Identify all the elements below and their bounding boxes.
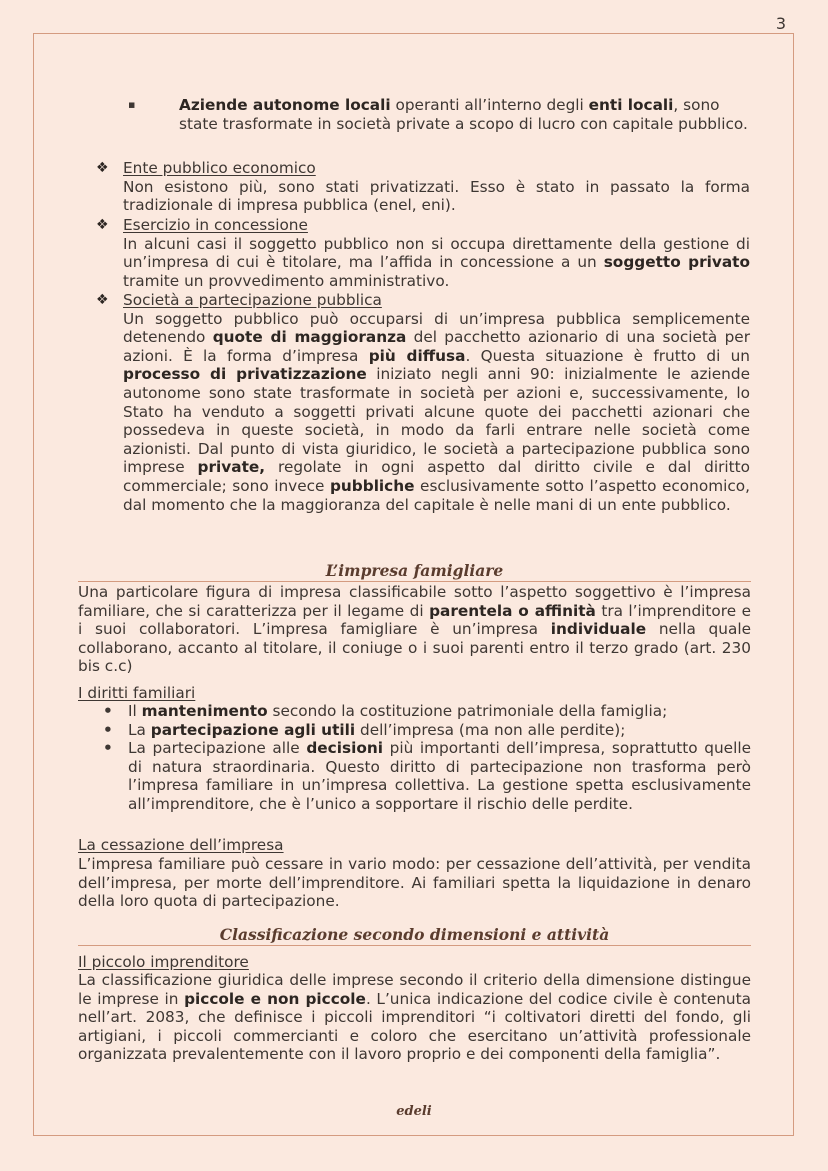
aziende-text: Aziende autonome locali operanti all’interno degli enti locali, sono state trasformate in società private a scopo di lucro con capitale pubblico. — [179, 96, 748, 133]
esercizio-body: In alcuni casi il soggetto pubblico non si occupa direttamente della gestione di un’impresa di cui è titolare, ma l’affida in concessione a un soggetto privato tramite un provvedimento amministrativo. — [123, 234, 750, 290]
societa-heading: Società a partecipazione pubblica — [123, 291, 382, 309]
esercizio-heading: Esercizio in concessione — [123, 216, 308, 234]
diamond-bullet-icon: ❖ — [96, 160, 109, 176]
page-number: 3 — [775, 14, 786, 33]
diamond-bullet-icon: ❖ — [96, 292, 109, 308]
impresa-familiare-body: Una particolare figura di impresa classificabile sotto l’aspetto soggettivo è l’impresa familiare, che si caratterizza per il legame di parentela o affinità tra l’imprenditore e i suoi collaboratori. L’impresa famigliare è un’impresa individuale nella quale collaborano, accanto al titolare, il coniuge o i suoi parenti entro il terzo grado (art. 230 bis c.c) — [78, 583, 751, 676]
bullet-dot-icon: • — [103, 739, 113, 757]
cessazione-heading: La cessazione dell’impresa — [78, 836, 284, 854]
section-title-classificazione: Classificazione secondo dimensioni e attività — [78, 925, 751, 946]
societa-body: Un soggetto pubblico può occuparsi di un’impresa pubblica semplicemente detenendo quote di maggioranza del pacchetto azionario di una società per azioni. È la forma d’impresa più diffusa. Questa situazione è frutto di un processo di privatizzazione iniziato negli anni 90: inizialmente le aziende autonome sono state trasformate in società per azioni e, successivamente, lo Stato ha venduto a soggetti privati alcune quote dei pacchetti azionari che possedeva in queste società, in modo da farli entrare nelle società come azionisti. Dal punto di vista giuridico, le società a partecipazione pubblica sono imprese private, regolate in ogni aspetto dal diritto civile e dal diritto commerciale; sono invece pubbliche esclusivamente sotto l’aspetto economico, dal momento che la maggioranza del capitale è nelle mani di un ente pubblico. — [123, 309, 751, 514]
section-esercizio — [96, 216, 750, 290]
section-ente — [96, 159, 750, 215]
piccolo-body: La classificazione giuridica delle imprese secondo il criterio della dimensione distingue le imprese in piccole e non piccole. L’unica indicazione del codice civile è contenuta nell’art. 2083, che definisce i piccoli imprenditori “i coltivatori diretti del fondo, gli artigiani, i piccoli commercianti e coloro che esercitano un’attività professionale organizzata prevalentemente con il lavoro proprio e dei componenti della famiglia”. — [78, 971, 751, 1064]
list-item-decisioni — [103, 739, 751, 813]
diamond-bullet-icon: ❖ — [96, 217, 109, 233]
bullet-dot-icon: • — [103, 702, 113, 720]
section-title-impresa-famigliare: L’impresa famigliare — [78, 561, 751, 582]
decisioni-text: La partecipazione alle decisioni più importanti dell’impresa, soprattutto quelle di natura straordinaria. Questo diritto di partecipazione non trasforma però l’impresa familiare in un’impresa collettiva. La gestione spetta esclusivamente all’imprenditore, che è l’unico a sopportare il rischio delle perdite. — [128, 739, 751, 813]
ente-body: Non esistono più, sono stati privatizzati. Esso è stato in passato la forma tradizionale di impresa pubblica (enel, eni). — [123, 177, 750, 215]
list-item-utili — [103, 721, 751, 740]
ente-heading: Ente pubblico economico — [123, 159, 316, 177]
bullet-square-icon: ▪ — [128, 98, 136, 111]
section-societa — [96, 291, 750, 514]
cessazione-body: L’impresa familiare può cessare in vario modo: per cessazione dell’attività, per vendita dell’impresa, per morte dell’imprenditore. Ai familiari spetta la liquidazione in denaro della loro quota di partecipazione. — [78, 855, 751, 911]
utili-text: La partecipazione agli utili dell’impresa (ma non alle perdite); — [128, 721, 626, 739]
footer-signature: edeli — [396, 1104, 432, 1119]
diritti-heading: I diritti familiari — [78, 684, 196, 702]
piccolo-heading: Il piccolo imprenditore — [78, 953, 249, 971]
bullet-dot-icon: • — [103, 721, 113, 739]
mantenimento-text: Il mantenimento secondo la costituzione patrimoniale della famiglia; — [128, 702, 668, 720]
list-item-aziende — [128, 96, 750, 133]
list-item-mantenimento — [103, 702, 751, 721]
